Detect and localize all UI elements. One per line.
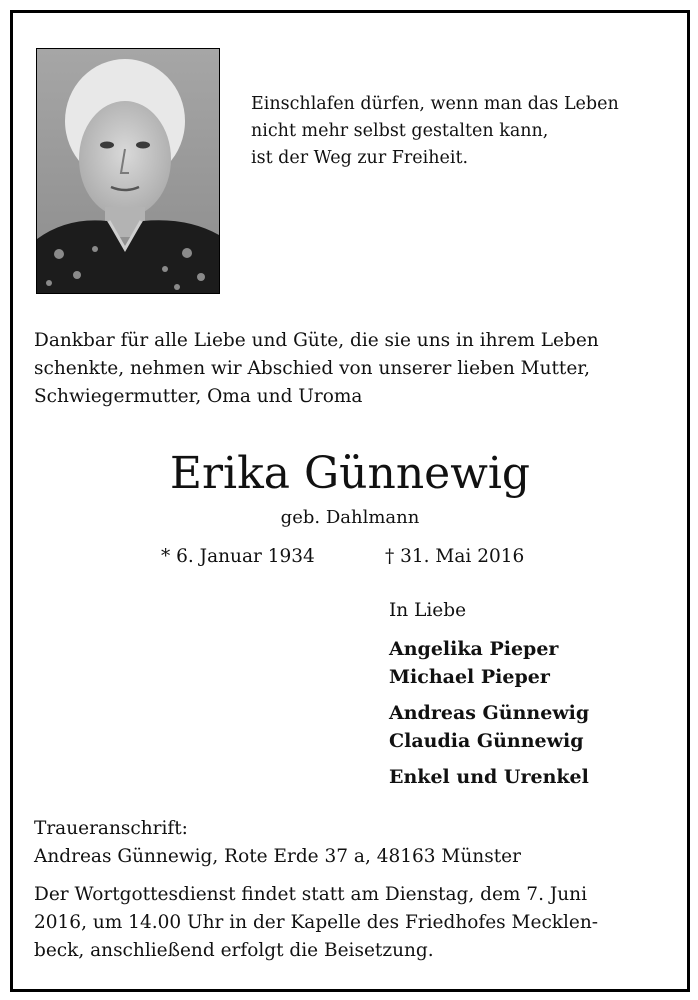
service-line: beck, anschließend erfolgt die Beisetzung. <box>34 940 434 961</box>
service-line: 2016, um 14.00 Uhr in der Kapelle des Friedhofes Mecklen- <box>34 912 599 933</box>
portrait-image <box>37 49 219 293</box>
service-info <box>34 881 684 965</box>
quote <box>251 91 671 172</box>
mourner-name: Angelika Pieper <box>389 638 559 660</box>
death-date: † 31. Mai 2016 <box>385 546 525 567</box>
mourner-name: Andreas Günnewig <box>389 702 590 724</box>
intro-text <box>34 327 674 411</box>
intro-line: Dankbar für alle Liebe und Güte, die sie uns in ihrem Leben <box>34 330 599 351</box>
address-value: Andreas Günnewig, Rote Erde 37 a, 48163 Münster <box>34 846 521 867</box>
intro-line: schenkte, nehmen wir Abschied von unserer lieben Mutter, <box>34 358 590 379</box>
birth-name: geb. Dahlmann <box>280 507 420 528</box>
quote-line: ist der Weg zur Freiheit. <box>251 148 469 168</box>
intro-line: Schwiegermutter, Oma und Uroma <box>34 386 363 407</box>
service-line: Der Wortgottesdienst findet statt am Dienstag, dem 7. Juni <box>34 884 588 905</box>
birth-date: * 6. Januar 1934 <box>161 546 315 567</box>
mourners-intro: In Liebe <box>389 600 467 621</box>
mourner-name: Enkel und Urenkel <box>389 766 589 788</box>
portrait-photo <box>36 48 220 294</box>
quote-line: Einschlafen dürfen, wenn man das Leben <box>251 94 619 114</box>
address-label: Traueranschrift: <box>34 818 188 839</box>
mourner-name: Michael Pieper <box>389 666 550 688</box>
quote-line: nicht mehr selbst gestalten kann, <box>251 121 549 141</box>
obituary-frame <box>10 10 690 992</box>
mourning-address <box>34 815 674 871</box>
deceased-name: Erika Günnewig <box>169 448 531 499</box>
mourner-name: Claudia Günnewig <box>389 730 584 752</box>
